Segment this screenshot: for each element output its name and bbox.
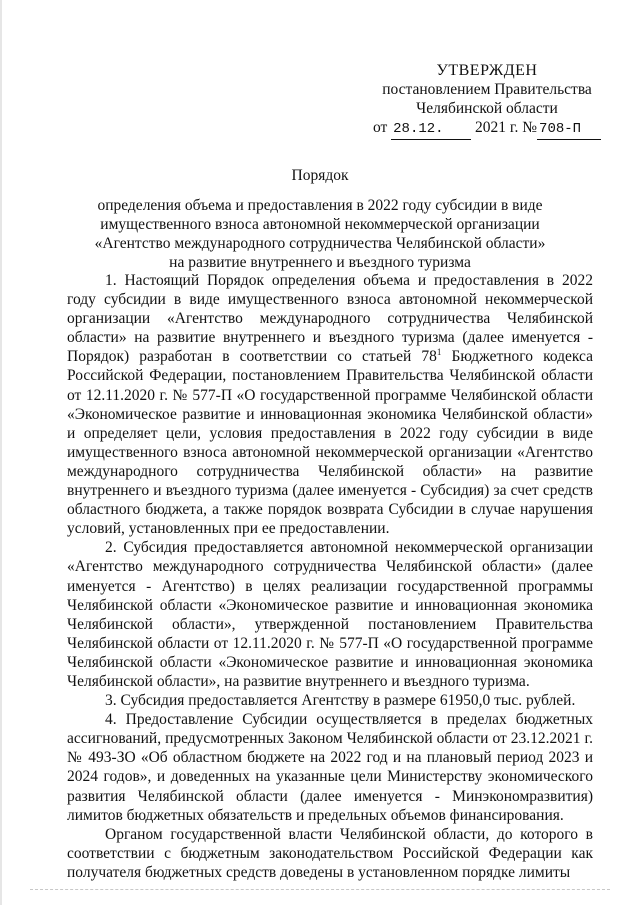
- paragraph-4: 4. Предоставление Субсидии осуществляется в пределах бюджетных ассигнований, предусмотренных Законом Челябинской области от 23.12.2021 г. № 493-ЗО «Об областном бюджете на 2022 год и на плановый период 2023 и 2024 годов», и доведенных на указанные цели Министерству экономического развития Челябинской области (далее именуется - Минэкономразвития) лимитов бюджетных обязательств и предельных объемов финансирования.: [67, 711, 593, 824]
- handwritten-number: 708-П: [537, 120, 601, 140]
- paragraph-3: 3. Субсидия предоставляется Агентству в размере 61950,0 тыс. рублей.: [105, 692, 576, 710]
- title-line-2: имущественного взноса автономной некоммерческой организации: [100, 216, 540, 233]
- title-line-1: определения объема и предоставления в 2022 году субсидии в виде: [97, 197, 543, 214]
- document-title: [66, 166, 574, 272]
- paragraph-2: 2. Субсидия предоставляется автономной некоммерческой организации «Агентство международного сотрудничества Челябинской области» (далее именуется - Агентство) в целях реализации государственной программы Челябинской области «Экономическое развитие и инновационная экономика Челябинской области», утвержденной постановлением Правительства Челябинской области от 12.11.2020 г. № 577-П «О государственной программе Челябинской области «Экономическое развитие и инновационная экономика Челябинской области», на развитие внутреннего и въездного туризма.: [67, 539, 593, 690]
- article-superscript: 1: [436, 347, 442, 358]
- scan-edge: [0, 0, 2, 905]
- approval-line-1: постановлением Правительства: [382, 81, 592, 98]
- document-body: [67, 271, 593, 882]
- approval-block: [372, 61, 602, 140]
- approval-date-line: [372, 118, 602, 140]
- approval-heading: УТВЕРЖДЕН: [436, 62, 538, 79]
- paragraph-1-part-1: 1. Настоящий Порядок определения объема и предоставления в 2022 году субсидии в виде имущественного взноса автономной некоммерческой организации «Агентство международного сотрудничества Челябинской области» на развитие внутреннего и въездного туризма (далее именуется - Порядок) разработан в соответствии со статьей 78: [67, 272, 593, 366]
- year-text: 2021 г. №: [475, 119, 538, 136]
- date-prefix: от: [372, 119, 388, 136]
- title-line-3: «Агентство международного сотрудничества Челябинской области»: [94, 235, 546, 252]
- paragraph-1: [67, 271, 593, 538]
- scan-artifact-line: [30, 889, 610, 890]
- paragraph-5: Органом государственной власти Челябинской области, до которого в соответствии с бюджетным законодательством Российской Федерации как получателя бюджетных средств доведены в установленном порядке лимиты: [67, 825, 593, 881]
- title-line-4: на развитие внутреннего и въездного туризма: [169, 254, 471, 271]
- paragraph-1-part-2: Бюджетного кодекса Российской Федерации, постановлением Правительства Челябинской области от 12.11.2020 г. № 577-П «О государственной программе Челябинской области «Экономическое развитие и инновационная экономика Челябинской области» и определяет цели, условия предоставления в 2022 году субсидии в виде имущественного взноса автономной некоммерческой организации «Агентство международного сотрудничества Челябинской области» на развитие внутреннего и въездного туризма (далее именуется - Субсидия) за счет средств областного бюджета, а также порядок возврата Субсидии в случае нарушения условий, установленных при ее предоставлении.: [67, 348, 593, 538]
- title-word: Порядок: [291, 167, 349, 184]
- handwritten-date: 28.12.: [391, 120, 471, 140]
- approval-line-2: Челябинской области: [416, 100, 558, 117]
